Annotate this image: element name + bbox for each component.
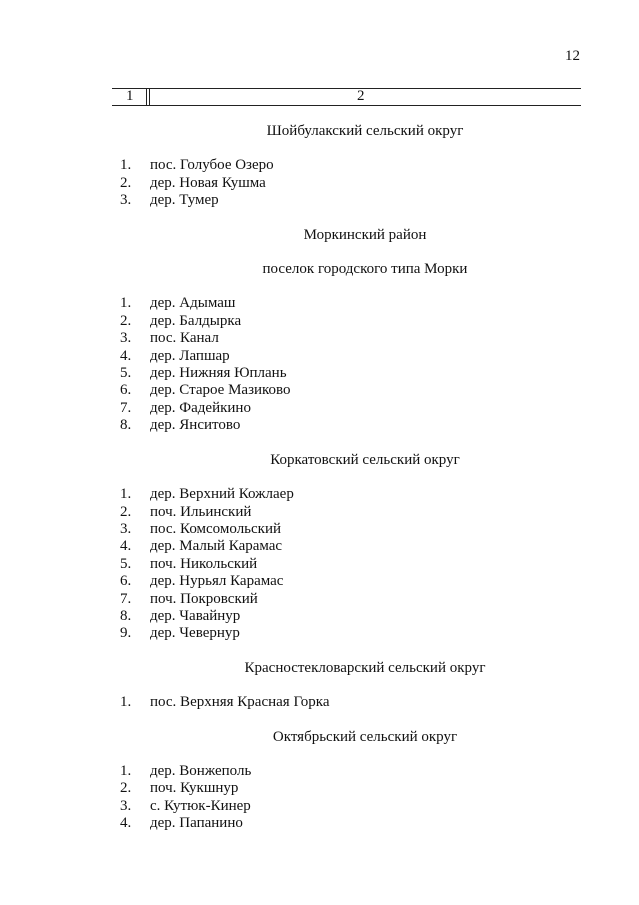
list-item — [120, 175, 590, 192]
item-number: 5. — [120, 555, 132, 572]
list-item — [120, 780, 590, 797]
settlement-name: поч. Ильинский — [150, 503, 252, 520]
settlement-name: пос. Комсомольский — [150, 520, 282, 537]
section-title: Октябрьский сельский округ — [272, 728, 458, 745]
settlement-name: дер. Балдырка — [150, 312, 242, 329]
item-number: 3. — [120, 192, 132, 209]
page-number: 12 — [565, 48, 580, 64]
settlement-group — [120, 694, 590, 711]
list-item — [120, 521, 590, 538]
item-number: 1. — [120, 486, 132, 503]
settlement-name: дер. Чавайнур — [150, 607, 241, 624]
list-item — [120, 573, 590, 590]
settlement-group — [120, 763, 590, 833]
list-item — [120, 763, 590, 780]
item-number: 3. — [120, 330, 132, 347]
settlement-name: дер. Лапшар — [150, 347, 230, 364]
list-item — [120, 330, 590, 347]
item-number: 7. — [120, 590, 132, 607]
item-number: 2. — [120, 780, 132, 797]
settlement-name: дер. Нижняя Юплань — [150, 365, 287, 382]
settlement-name: дер. Адымаш — [150, 295, 236, 312]
item-number: 2. — [120, 312, 132, 329]
list-item — [120, 504, 590, 521]
list-item — [120, 400, 590, 417]
list-item — [120, 694, 590, 711]
item-number: 2. — [120, 503, 132, 520]
settlement-name: поч. Никольский — [150, 555, 258, 572]
settlement-name: дер. Вонжеполь — [150, 762, 252, 779]
list-item — [120, 815, 590, 832]
list-item — [120, 365, 590, 382]
section-title: поселок городского типа Морки — [262, 261, 468, 278]
list-item — [120, 192, 590, 209]
section-title: Шойбулакский сельский округ — [266, 123, 464, 139]
settlement-name: дер. Новая Кушма — [150, 174, 266, 191]
settlement-name: дер. Тумер — [150, 192, 219, 209]
item-number: 5. — [120, 365, 132, 382]
item-number: 3. — [120, 520, 132, 537]
settlement-name: пос. Голубое Озеро — [150, 157, 274, 174]
list-item — [120, 157, 590, 174]
item-number: 1. — [120, 762, 132, 779]
settlement-name: поч. Покровский — [150, 590, 258, 607]
section-title: Красностекловарский сельский округ — [244, 659, 486, 676]
list-item — [120, 348, 590, 365]
column-1-header: 1 — [126, 88, 134, 104]
item-number: 7. — [120, 399, 132, 416]
list-item — [120, 608, 590, 625]
settlement-name: дер. Папанино — [150, 815, 243, 832]
list-item — [120, 313, 590, 330]
item-number: 9. — [120, 625, 132, 642]
settlement-group — [120, 486, 590, 643]
list-item — [120, 295, 590, 312]
settlement-list — [120, 123, 590, 850]
settlement-name: дер. Нурьял Карамас — [150, 573, 284, 590]
list-item — [120, 625, 590, 642]
list-item — [120, 556, 590, 573]
item-number: 1. — [120, 157, 132, 174]
settlement-name: дер. Фадейкино — [150, 399, 251, 416]
section-title: Коркатовский сельский округ — [270, 451, 460, 468]
list-item — [120, 538, 590, 555]
list-item — [120, 486, 590, 503]
settlement-name: дер. Янситово — [150, 417, 241, 434]
list-item — [120, 798, 590, 815]
settlement-name: пос. Канал — [150, 330, 219, 347]
settlement-group — [120, 295, 590, 434]
item-number: 1. — [120, 694, 132, 711]
settlement-name: дер. Чевернур — [150, 625, 240, 642]
list-item — [120, 417, 590, 434]
table-header — [112, 88, 581, 106]
settlement-name: поч. Кукшнур — [150, 780, 239, 797]
settlement-name: дер. Верхний Кожлаер — [150, 486, 294, 503]
item-number: 6. — [120, 573, 132, 590]
column-2-header: 2 — [357, 88, 365, 104]
column-divider — [146, 89, 147, 105]
item-number: 8. — [120, 417, 132, 434]
item-number: 4. — [120, 538, 132, 555]
settlement-name: дер. Малый Карамас — [150, 538, 283, 555]
item-number: 4. — [120, 815, 132, 832]
section-title: Моркинский район — [303, 226, 427, 243]
column-divider — [149, 89, 150, 105]
item-number: 1. — [120, 295, 132, 312]
settlement-name: с. Кутюк-Кинер — [150, 797, 251, 814]
item-number: 3. — [120, 797, 132, 814]
settlement-group — [120, 157, 590, 209]
item-number: 2. — [120, 174, 132, 191]
item-number: 4. — [120, 347, 132, 364]
list-item — [120, 382, 590, 399]
item-number: 8. — [120, 607, 132, 624]
settlement-name: дер. Старое Мазиково — [150, 382, 291, 399]
list-item — [120, 591, 590, 608]
settlement-name: пос. Верхняя Красная Горка — [150, 694, 330, 711]
item-number: 6. — [120, 382, 132, 399]
